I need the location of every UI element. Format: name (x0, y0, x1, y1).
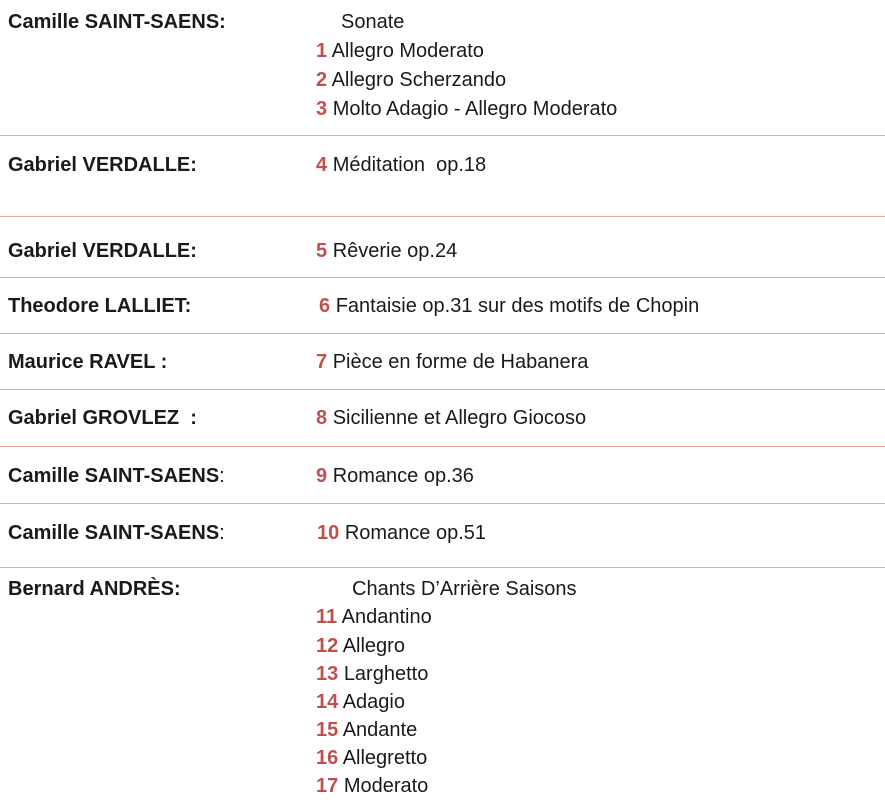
piece-title: Fantaisie op.31 sur des motifs de Chopin (335, 295, 700, 317)
piece-title: Romance op.36 (332, 465, 474, 487)
piece-title: Andantino (341, 606, 432, 628)
piece-title: Molto Adagio - Allegro Moderato (332, 98, 618, 120)
piece-title: Allegro Scherzando (331, 69, 507, 91)
divider (0, 135, 885, 136)
piece-number: 11 (316, 606, 338, 628)
piece-title: Adagio (342, 691, 405, 713)
piece-title: Andante (342, 719, 418, 741)
piece-line (316, 239, 457, 263)
piece-number: 8 (316, 407, 328, 429)
composer-name: Maurice RAVEL : (8, 351, 168, 373)
divider (0, 389, 885, 390)
divider (0, 216, 885, 217)
piece-title: Pièce en forme de Habanera (332, 351, 589, 373)
work-heading: Sonate (341, 11, 405, 33)
piece-line (316, 153, 486, 177)
piece-number: 10 (317, 522, 340, 544)
piece-line (317, 521, 486, 545)
piece-line (316, 406, 586, 430)
piece-title: Moderato (343, 775, 429, 797)
piece-line (319, 294, 699, 318)
piece-title: Romance op.51 (344, 522, 487, 544)
work-heading: Chants D’Arrière Saisons (352, 578, 577, 600)
composer-name: Camille SAINT-SAENS: (8, 11, 226, 33)
piece-line (316, 97, 617, 121)
composer-name: Theodore LALLIET: (8, 295, 192, 317)
composer-colon: : (219, 522, 225, 544)
piece-title: Méditation op.18 (332, 154, 487, 176)
piece-line (316, 68, 506, 92)
composer-name: Camille SAINT-SAENS (8, 522, 220, 544)
piece-title: Allegro Moderato (331, 40, 484, 62)
divider (0, 503, 885, 504)
piece-number: 7 (316, 351, 328, 373)
piece-number: 12 (316, 635, 339, 657)
piece-title: Rêverie op.24 (332, 240, 458, 262)
piece-line (316, 718, 417, 742)
composer-colon: : (219, 465, 225, 487)
composer-name: Gabriel VERDALLE: (8, 240, 197, 262)
divider (0, 567, 885, 568)
piece-line (316, 662, 428, 686)
piece-line (316, 746, 427, 770)
composer-name: Gabriel GROVLEZ : (8, 407, 197, 429)
composer-name: Camille SAINT-SAENS (8, 465, 220, 487)
piece-number: 5 (316, 240, 328, 262)
piece-number: 14 (316, 691, 339, 713)
composer-heading (8, 464, 225, 488)
piece-line (316, 464, 474, 488)
composer-name: Bernard ANDRÈS: (8, 578, 181, 600)
divider (0, 277, 885, 278)
piece-number: 3 (316, 98, 328, 120)
divider (0, 446, 885, 447)
piece-title: Allegro (342, 635, 405, 657)
piece-number: 9 (316, 465, 328, 487)
piece-title: Sicilienne et Allegro Giocoso (332, 407, 587, 429)
piece-line (316, 605, 432, 629)
piece-number: 6 (319, 295, 331, 317)
piece-line (316, 634, 405, 658)
piece-number: 17 (316, 775, 339, 797)
divider (0, 333, 885, 334)
composer-heading (8, 521, 225, 545)
piece-line (316, 690, 405, 714)
piece-number: 13 (316, 663, 339, 685)
piece-line (316, 39, 484, 63)
piece-title: Allegretto (342, 747, 428, 769)
piece-number: 1 (316, 40, 328, 62)
piece-number: 15 (316, 719, 339, 741)
piece-number: 2 (316, 69, 328, 91)
composer-name: Gabriel VERDALLE: (8, 154, 197, 176)
piece-line (316, 774, 428, 798)
piece-line (316, 350, 588, 374)
piece-number: 16 (316, 747, 339, 769)
piece-title: Larghetto (343, 663, 429, 685)
piece-number: 4 (316, 154, 328, 176)
